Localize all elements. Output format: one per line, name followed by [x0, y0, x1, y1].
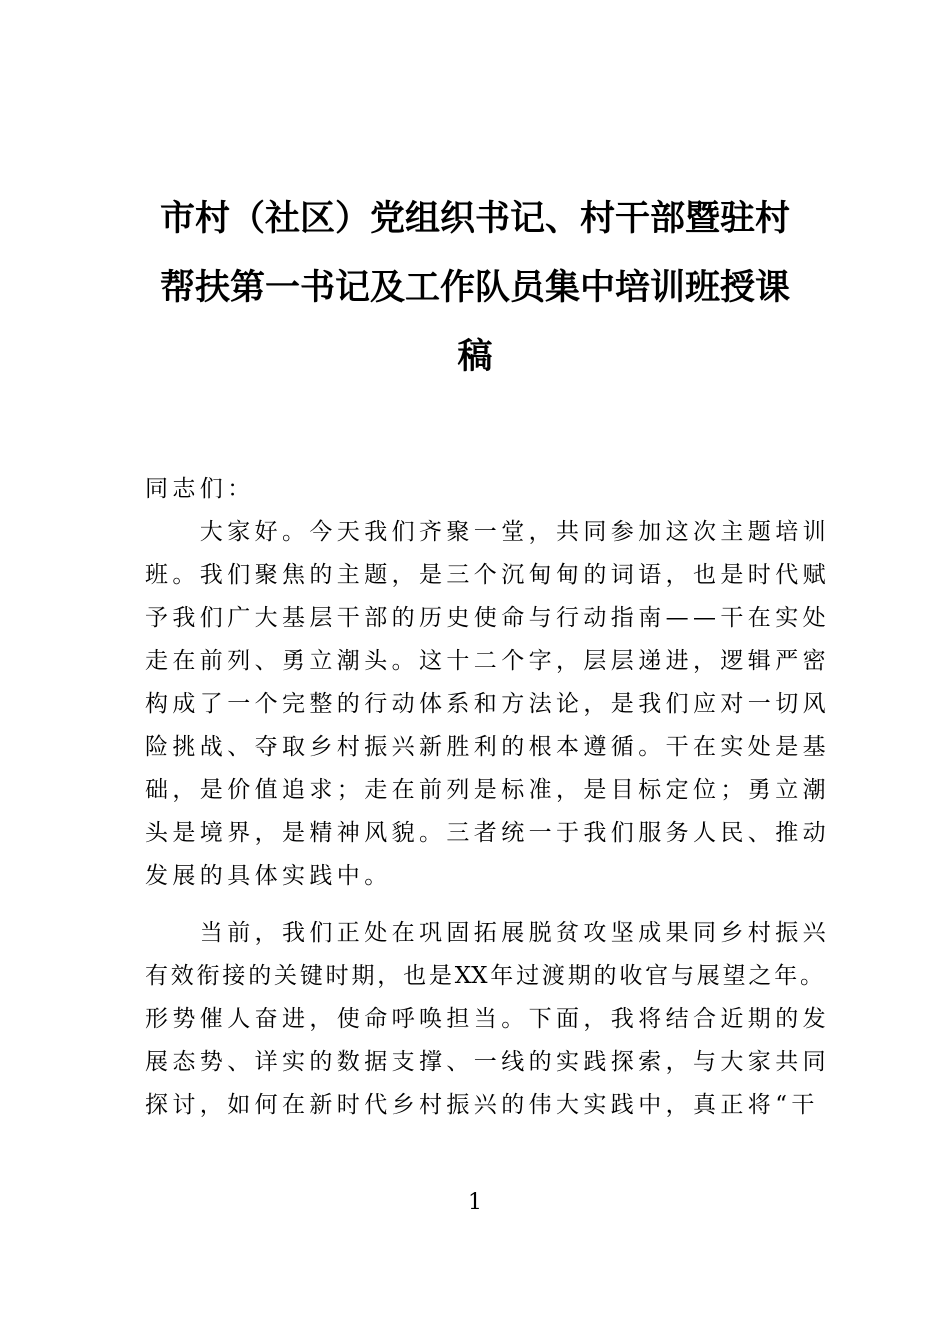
- body-text-line: 有效衔接的关键时期，也是XX年过渡期的收官与展望之年。: [145, 963, 823, 989]
- body-text-line: 构成了一个完整的行动体系和方法论，是我们应对一切风: [145, 691, 830, 717]
- body-text-line: 险挑战、夺取乡村振兴新胜利的根本遵循。干在实处是基: [145, 734, 830, 760]
- document-title-line-3: 稿: [457, 336, 493, 377]
- body-text-line: 大家好。今天我们齐聚一堂，共同参加这次主题培训: [145, 519, 830, 545]
- body-text-line: 展态势、详实的数据支撑、一线的实践探索，与大家共同: [145, 1049, 830, 1075]
- document-title-line-2: 帮扶第一书记及工作队员集中培训班授课: [159, 267, 790, 308]
- body-text-line: 发展的具体实践中。: [145, 863, 392, 889]
- body-text-line: 形势催人奋进，使命呼唤担当。下面，我将结合近期的发: [145, 1006, 830, 1032]
- body-text-line: 础，是价值追求；走在前列是标准，是目标定位；勇立潮: [145, 777, 830, 803]
- salutation: 同志们：: [145, 476, 255, 502]
- body-text-line: 探讨，如何在新时代乡村振兴的伟大实践中，真正将“干: [145, 1092, 819, 1118]
- document-title-line-1: 市村（社区）党组织书记、村干部暨驻村: [159, 198, 790, 239]
- page-number: 1: [468, 1190, 482, 1215]
- body-text-line: 予我们广大基层干部的历史使命与行动指南——干在实处: [145, 605, 830, 631]
- body-text-line: 班。我们聚焦的主题，是三个沉甸甸的词语，也是时代赋: [145, 562, 830, 588]
- body-text-line: 头是境界，是精神风貌。三者统一于我们服务人民、推动: [145, 820, 830, 846]
- body-text-line: 走在前列、勇立潮头。这十二个字，层层递进，逻辑严密: [145, 648, 830, 674]
- body-text-line: 当前，我们正处在巩固拓展脱贫攻坚成果同乡村振兴: [145, 920, 830, 946]
